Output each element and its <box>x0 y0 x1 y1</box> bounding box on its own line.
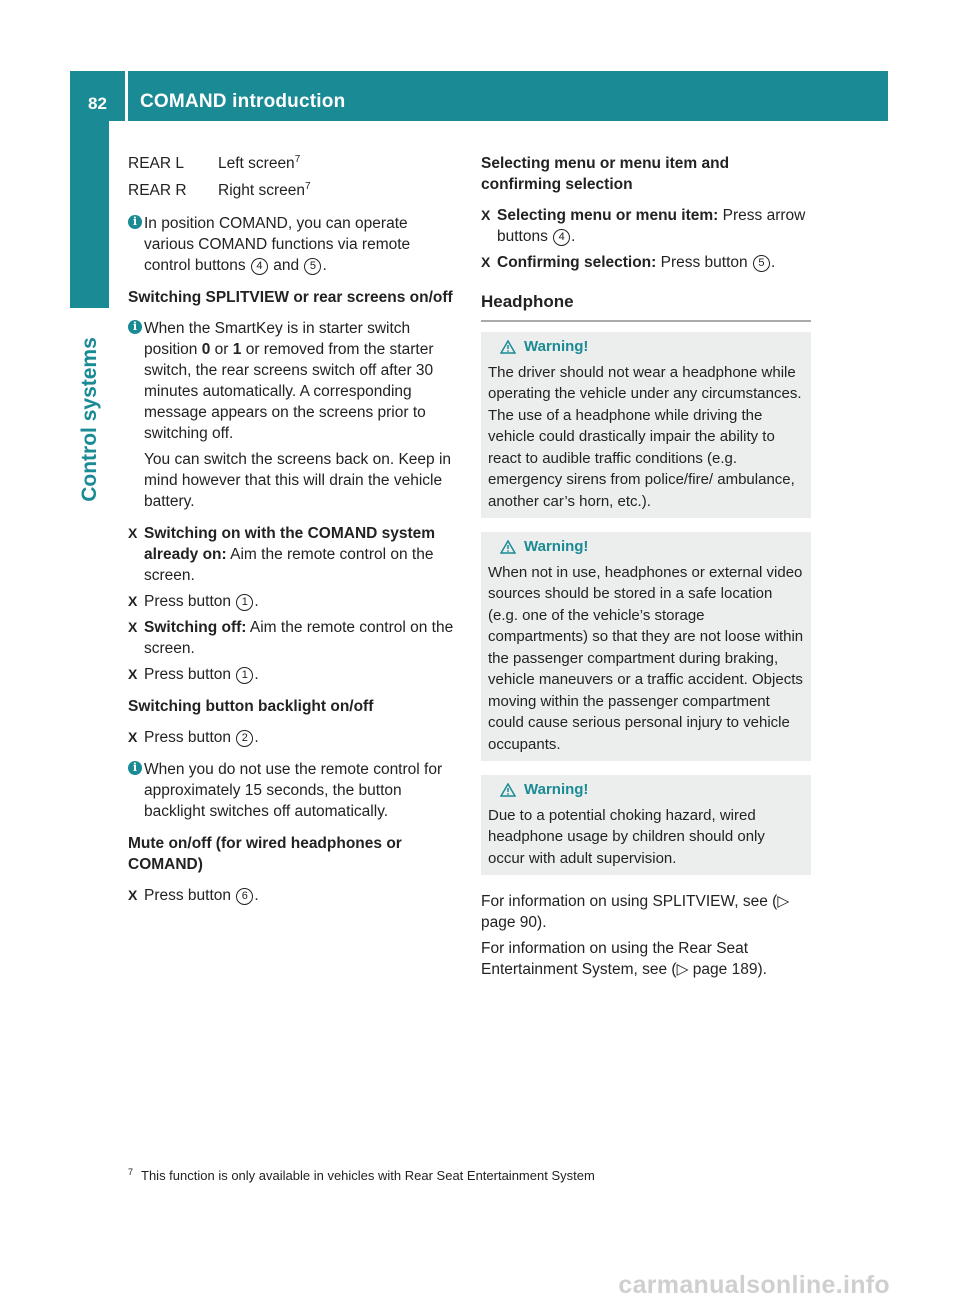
step-arrow-icon: X <box>128 666 138 682</box>
step-arrow-icon: X <box>481 254 491 270</box>
cross-reference: For information on using the Rear Seat Entertainment System, see (▷ page 189). <box>481 940 767 978</box>
button-number: 5 <box>304 258 321 275</box>
watermark: carmanualsonline.info <box>618 1271 890 1299</box>
legend-row <box>128 153 460 174</box>
legend-row <box>128 180 460 201</box>
legend-value: Right screen$^7$ <box>218 180 311 199</box>
warning-box <box>481 775 811 875</box>
footnote <box>128 1165 595 1186</box>
instruction-step: X Press button 1 . <box>128 593 259 610</box>
button-number: 5 <box>753 255 770 272</box>
step-arrow-icon: X <box>128 619 138 635</box>
button-number: 4 <box>553 229 570 246</box>
step-arrow-icon: X <box>481 207 491 223</box>
section-heading: Switching button backlight on/off <box>128 698 374 715</box>
headphone-heading: Headphone <box>481 291 811 322</box>
warning-title: Warning! <box>488 336 804 358</box>
chapter-title: COMAND introduction <box>140 91 346 112</box>
side-block <box>70 121 109 308</box>
info-note: i In position COMAND, you can operate various COMAND functions via remote control buttons 4 and 5 . <box>128 213 460 276</box>
warning-triangle-icon <box>500 540 516 554</box>
footnote-text: This function is only available in vehicles with Rear Seat Entertainment System <box>141 1168 595 1183</box>
section-heading: Switching SPLITVIEW or rear screens on/off <box>128 289 453 306</box>
step-arrow-icon: X <box>128 525 138 541</box>
button-number: 1 <box>236 594 253 611</box>
side-tab <box>70 308 109 530</box>
instruction-step: X Switching off: Aim the remote control on the screen. <box>128 619 454 657</box>
step-arrow-icon: X <box>128 593 138 609</box>
side-tab-label: Control systems <box>78 336 102 502</box>
warning-triangle-icon <box>500 340 516 354</box>
warning-title: Warning! <box>488 779 804 801</box>
instruction-step: X Selecting menu or menu item: Press arrow buttons 4 . <box>481 207 806 245</box>
left-column <box>128 153 460 911</box>
legend-value: Left screen$^7$ <box>218 153 301 172</box>
footnote-number: 7 <box>128 1166 134 1177</box>
info-icon: i <box>128 215 142 229</box>
footnote-ref: 7 <box>305 180 311 192</box>
footnote-ref: 7 <box>294 153 301 165</box>
page-ref-arrow-icon: ▷ <box>676 961 689 978</box>
info-note: i When you do not use the remote control for approximately 15 seconds, the button backlight switches off automatically. <box>128 759 460 822</box>
page-header <box>70 71 888 121</box>
instruction-step: X Press button 6 . <box>128 887 259 904</box>
info-icon: i <box>128 320 142 334</box>
section-heading: Selecting menu or menu item and confirming selection <box>481 155 730 193</box>
step-arrow-icon: X <box>128 887 138 903</box>
section-heading: Mute on/off (for wired headphones or COMAND) <box>128 835 402 873</box>
button-number: 4 <box>251 258 268 275</box>
warning-box <box>481 332 811 518</box>
step-arrow-icon: X <box>128 729 138 745</box>
legend-key: REAR L <box>128 155 184 172</box>
instruction-step: X Press button 1 . <box>128 666 259 683</box>
button-number: 2 <box>236 730 253 747</box>
page-ref-arrow-icon: ▷ <box>777 893 790 910</box>
info-icon: i <box>128 761 142 775</box>
instruction-step: X Switching on with the COMAND system already on: Aim the remote control on the screen. <box>128 525 436 584</box>
warning-title: Warning! <box>488 536 804 558</box>
button-number: 1 <box>236 667 253 684</box>
legend-key: REAR R <box>128 182 187 199</box>
cross-reference: For information on using SPLITVIEW, see (▷ page 90). <box>481 893 790 931</box>
button-number: 6 <box>236 888 253 905</box>
page-number: 82 <box>88 93 107 113</box>
warning-text: Due to a potential choking hazard, wired headphone usage by children should only occur with adult supervision. <box>488 806 765 867</box>
warning-box <box>481 532 811 761</box>
header-divider <box>125 71 128 121</box>
info-note: i When the SmartKey is in starter switch position 0 or 1 or removed from the starter switch, the rear screens switch off after 30 minutes automatically. A corresponding message appears on the screens prior to switching off. You can switch the screens back on. Keep in mind however that this will drain the vehicle battery. <box>128 318 460 512</box>
right-column <box>481 153 811 980</box>
warning-triangle-icon <box>500 783 516 797</box>
instruction-step: X Press button 2 . <box>128 729 259 746</box>
warning-text: When not in use, headphones or external video sources should be stored in a safe location (e.g. one of the vehicle’s storage compartments) so that they are not loose within the passenger compartment during braking, vehicle maneuvers or a traffic accident. Objects moving within the passenger compartment could cause serious personal injury to vehicle occupants. <box>488 563 804 753</box>
warning-text: The driver should not wear a headphone while operating the vehicle under any circumstances. The use of a headphone while driving the vehicle could drastically impair the ability to react to audible traffic conditions (e.g. emergency sirens from police/fire/ ambulance, another car’s horn, etc.). <box>488 363 802 510</box>
instruction-step: X Confirming selection: Press button 5 . <box>481 254 776 271</box>
